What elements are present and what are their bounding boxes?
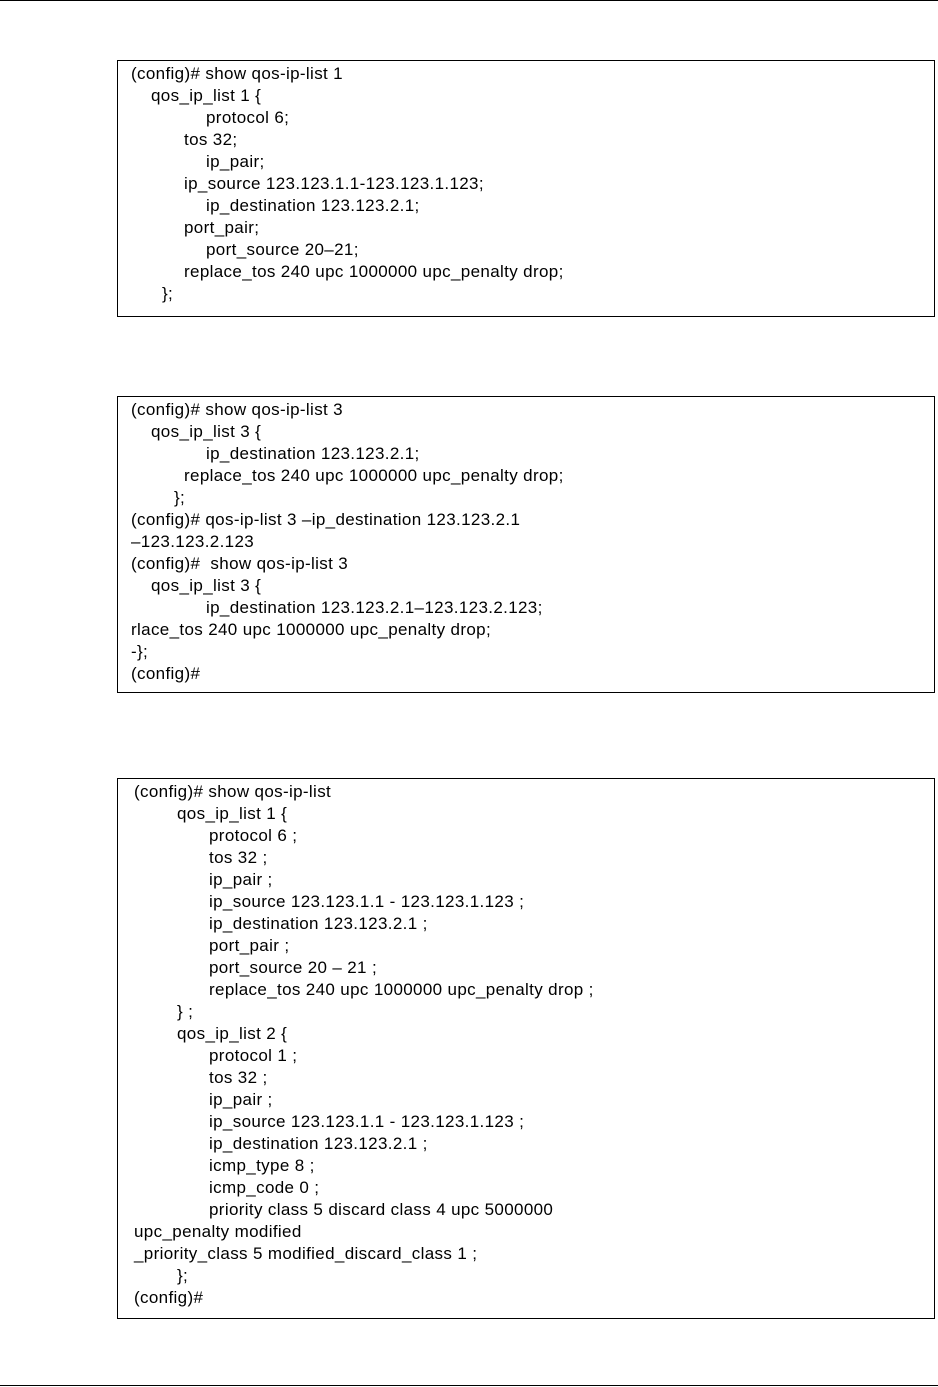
code-line: qos_ip_list 1 { <box>151 86 262 105</box>
code-line: ip_destination 123.123.2.1 ; <box>209 914 428 933</box>
code-line: protocol 6 ; <box>209 826 298 845</box>
code-line: qos_ip_list 3 { <box>151 576 262 595</box>
code-block-show-qos-ip-list-1 <box>117 60 935 317</box>
code-line: qos_ip_list 2 { <box>177 1024 288 1043</box>
code-line: qos_ip_list 3 { <box>151 422 262 441</box>
code-line: protocol 1 ; <box>209 1046 298 1065</box>
code-line: qos_ip_list 1 { <box>177 804 288 823</box>
code-line: }; <box>162 284 174 303</box>
code-line: ip_pair ; <box>209 1090 273 1109</box>
code-line: }; <box>174 488 186 507</box>
page-bottom-rule <box>0 1385 938 1386</box>
code-line: rlace_tos 240 upc 1000000 upc_penalty drop; <box>131 620 492 639</box>
code-block-show-qos-ip-list-3 <box>117 396 935 693</box>
code-line: upc_penalty modified <box>134 1222 302 1241</box>
code-line: icmp_code 0 ; <box>209 1178 320 1197</box>
code-line: (config)# <box>131 664 201 683</box>
code-line: replace_tos 240 upc 1000000 upc_penalty drop; <box>184 466 564 485</box>
code-line: (config)# show qos-ip-list 1 <box>131 64 343 83</box>
code-line: –123.123.2.123 <box>131 532 255 551</box>
code-line: replace_tos 240 upc 1000000 upc_penalty drop; <box>184 262 564 281</box>
code-line: tos 32 ; <box>209 848 268 867</box>
code-line: ip_source 123.123.1.1-123.123.1.123; <box>184 174 484 193</box>
code-line: _priority_class 5 modified_discard_class 1 ; <box>134 1244 478 1263</box>
code-line: (config)# <box>134 1288 204 1307</box>
code-line: tos 32 ; <box>209 1068 268 1087</box>
code-line: port_pair; <box>184 218 260 237</box>
code-line: -}; <box>131 642 149 661</box>
code-line: (config)# show qos-ip-list <box>134 782 332 801</box>
code-line: } ; <box>177 1002 194 1021</box>
code-line: ip_pair ; <box>209 870 273 889</box>
code-line: (config)# qos-ip-list 3 –ip_destination 123.123.2.1 <box>131 510 521 529</box>
code-line: port_source 20 – 21 ; <box>209 958 378 977</box>
code-line: icmp_type 8 ; <box>209 1156 315 1175</box>
code-line: protocol 6; <box>206 108 290 127</box>
code-line: }; <box>177 1266 189 1285</box>
code-line: (config)# show qos-ip-list 3 <box>131 400 343 419</box>
code-line: ip_destination 123.123.2.1–123.123.2.123; <box>206 598 543 617</box>
code-line: tos 32; <box>184 130 238 149</box>
page-top-rule <box>0 0 938 1</box>
code-line: ip_pair; <box>206 152 265 171</box>
code-line: ip_destination 123.123.2.1; <box>206 196 420 215</box>
code-line: ip_destination 123.123.2.1; <box>206 444 420 463</box>
code-line: (config)# show qos-ip-list 3 <box>131 554 349 573</box>
code-line: ip_destination 123.123.2.1 ; <box>209 1134 428 1153</box>
code-line: port_pair ; <box>209 936 290 955</box>
code-line: ip_source 123.123.1.1 - 123.123.1.123 ; <box>209 1112 525 1131</box>
code-line: replace_tos 240 upc 1000000 upc_penalty drop ; <box>209 980 594 999</box>
code-line: port_source 20–21; <box>206 240 359 259</box>
code-line: priority class 5 discard class 4 upc 5000000 <box>209 1200 554 1219</box>
code-line: ip_source 123.123.1.1 - 123.123.1.123 ; <box>209 892 525 911</box>
code-block-show-qos-ip-list-all <box>117 778 935 1319</box>
